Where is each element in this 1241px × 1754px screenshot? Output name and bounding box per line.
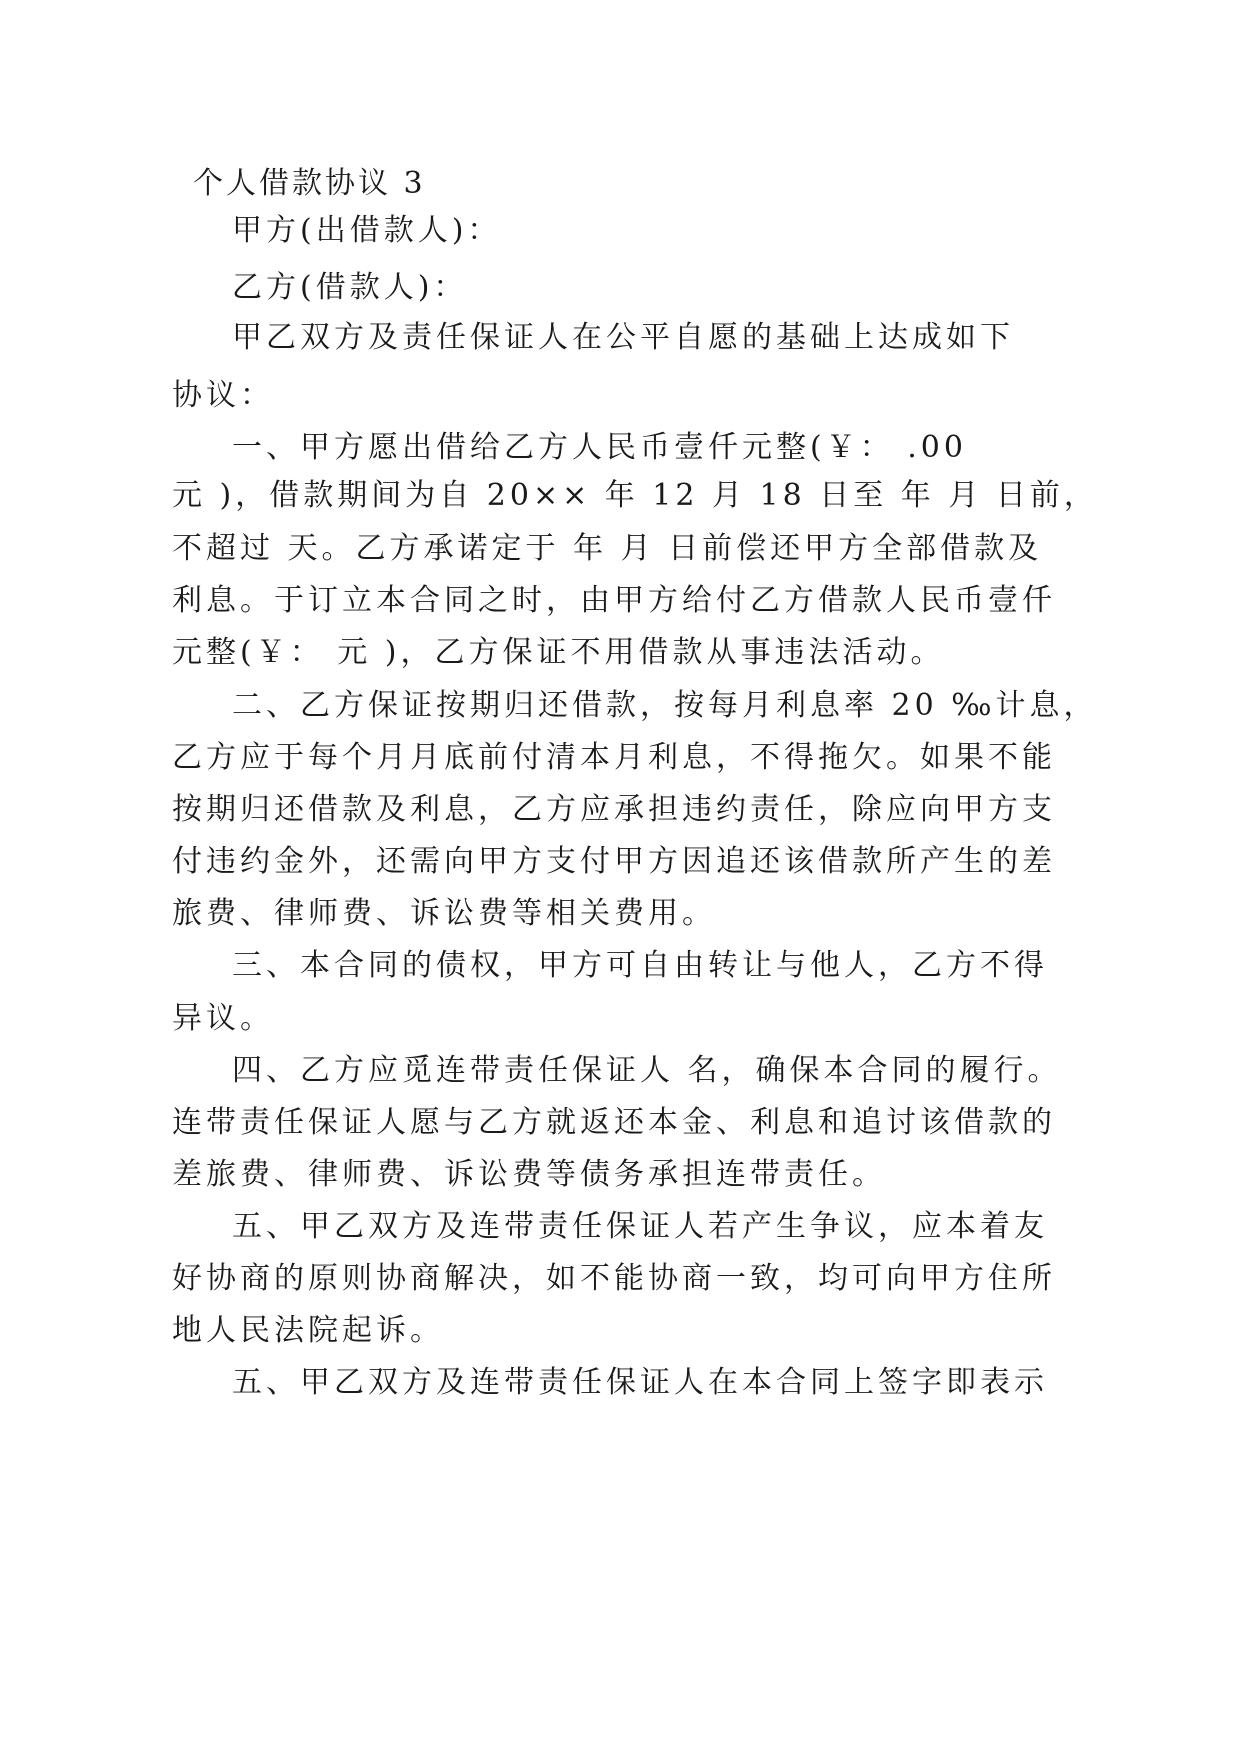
clause-6-line: 五、甲乙双方及连带责任保证人在本合同上签字即表示 (232, 1365, 1048, 1400)
document-title: 个人借款协议 3 (193, 166, 426, 201)
clause-1-line: 利息。于订立本合同之时，由甲方给付乙方借款人民币壹仟 (172, 583, 1056, 618)
party-b-line: 乙方(借款人)： (232, 270, 468, 305)
clause-2-line: 付违约金外，还需向甲方支付甲方因追还该借款所产生的差 (172, 844, 1056, 879)
clause-5-line: 五、甲乙双方及连带责任保证人若产生争议，应本着友 (232, 1209, 1048, 1244)
clause-4-line: 连带责任保证人愿与乙方就返还本金、利息和追讨该借款的 (172, 1105, 1056, 1140)
party-a-line: 甲方(出借款人)： (232, 213, 502, 248)
clause-2-line: 乙方应于每个月月底前付清本月利息，不得拖欠。如果不能 (172, 740, 1056, 775)
clause-4-line: 四、乙方应觅连带责任保证人 名，确保本合同的履行。 (232, 1053, 1062, 1088)
clause-5-line: 地人民法院起诉。 (172, 1313, 444, 1348)
clause-4-line: 差旅费、律师费、诉讼费等债务承担连带责任。 (172, 1157, 886, 1192)
paragraph-line: 协议： (172, 378, 274, 413)
clause-2-line: 二、乙方保证按期归还借款，按每月利息率 20 ‰计息， (232, 688, 1098, 723)
clause-5-line: 好协商的原则协商解决，如不能协商一致，均可向甲方住所 (172, 1261, 1056, 1296)
clause-1-line: 元 )，借款期间为自 20×× 年 12 月 18 日至 年 月 日前， (172, 478, 1098, 513)
clause-1-line: 元整(￥： 元 )，乙方保证不用借款从事违法活动。 (172, 635, 945, 670)
clause-3-line: 异议。 (172, 1001, 274, 1036)
clause-1-line: 不超过 天。乙方承诺定于 年 月 日前偿还甲方全部借款及 (172, 531, 1043, 566)
clause-2-line: 旅费、律师费、诉讼费等相关费用。 (172, 896, 716, 931)
clause-1-line: 一、甲方愿出借给乙方人民币壹仟元整(￥： .00 (232, 430, 967, 465)
clause-2-line: 按期归还借款及利息，乙方应承担违约责任，除应向甲方支 (172, 792, 1056, 827)
paragraph-line: 甲乙双方及责任保证人在公平自愿的基础上达成如下 (232, 320, 1014, 355)
clause-3-line: 三、本合同的债权，甲方可自由转让与他人，乙方不得 (232, 948, 1048, 983)
